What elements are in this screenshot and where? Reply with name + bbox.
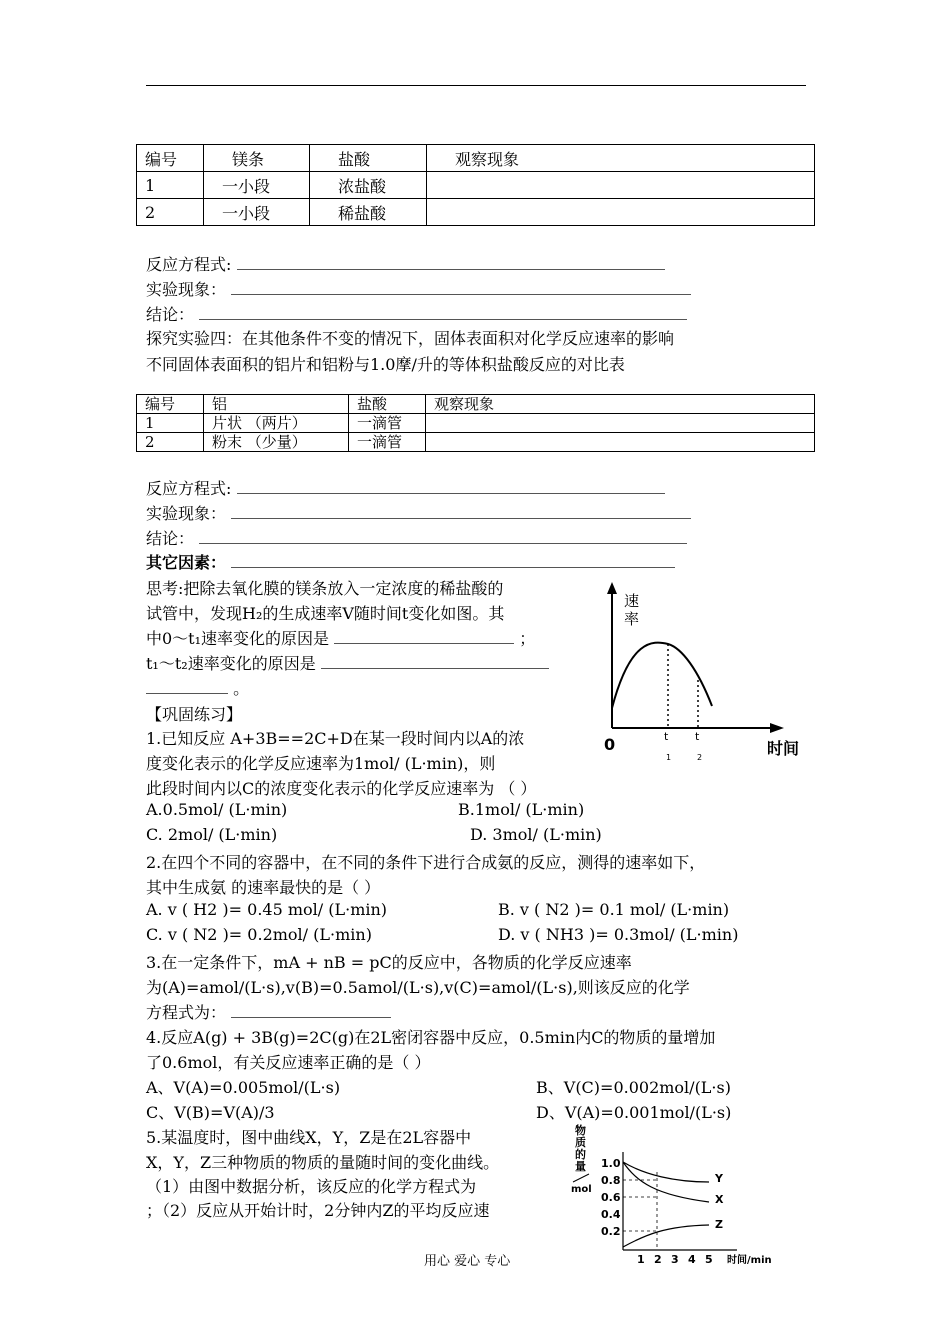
table-cell: 稀盐酸 <box>310 199 427 226</box>
unit-divider <box>573 1174 589 1182</box>
y-label-1: 速 <box>624 592 640 610</box>
equation-line-1 <box>146 252 665 275</box>
q5-line-3: （1）由图中数据分析，该反应的化学方程式为 <box>146 1177 477 1196</box>
q2-option-b: B. v ( N2 )= 0.1 mol/ (L·min) <box>498 900 730 919</box>
q2-line-2: 其中生成氨 的速率最快的是（ ） <box>146 878 381 897</box>
xtick-label: 1 <box>637 1253 645 1266</box>
table-header-row <box>137 395 815 414</box>
rate-time-graph <box>600 580 815 765</box>
table-row <box>137 199 815 226</box>
table-cell: 2 <box>137 433 204 452</box>
equation-line-2 <box>146 476 665 499</box>
header-cell: 编号 <box>137 145 204 172</box>
q3-line-3-text: 方程式为： <box>146 1003 227 1022</box>
phenomenon-line-2 <box>146 501 691 524</box>
q1-option-a: A.0.5mol/ (L·min) <box>146 800 288 819</box>
think-line-2: 试管中，发现H₂的生成速率V随时间t变化如图。其 <box>146 604 505 623</box>
t1-subscript: 1 <box>666 753 672 762</box>
series-z-label: Z <box>715 1218 723 1231</box>
q2-line-1: 2.在四个不同的容器中，在不同的条件下进行合成氨的反应，测得的速率如下， <box>146 853 706 872</box>
conclusion-line-1 <box>146 302 687 325</box>
t1-label: t <box>664 730 669 743</box>
ytick-label: 0.4 <box>601 1208 621 1221</box>
t2-label: t <box>695 730 700 743</box>
table-header-row <box>137 145 815 172</box>
table-cell <box>427 199 815 226</box>
header-cell: 盐酸 <box>310 145 427 172</box>
y-axis-arrow <box>607 582 617 594</box>
equation-blank[interactable] <box>237 255 665 270</box>
think-line-4-text: t₁～t₂速率变化的原因是 <box>146 654 316 673</box>
series-y-label: Y <box>715 1172 723 1185</box>
q1-line-2: 度变化表示的化学反应速率为1mol/ (L·min)，则 <box>146 754 496 773</box>
q3-line-3 <box>146 1000 391 1023</box>
y-label-3: 的 <box>575 1148 586 1161</box>
think-semicolon: ； <box>519 629 536 648</box>
phenomenon-blank[interactable] <box>231 504 691 519</box>
q5-line-2: X，Y，Z三种物质的物质的量随时间的变化曲线。 <box>146 1153 500 1172</box>
q2-option-c: C. v ( N2 )= 0.2mol/ (L·min) <box>146 925 372 944</box>
header-cell: 观察现象 <box>426 395 815 414</box>
header-rule <box>146 85 806 86</box>
t2-subscript: 2 <box>697 753 703 762</box>
ytick-label: 0.8 <box>601 1174 621 1187</box>
q4-option-b: B、V(C)=0.002mol/(L·s) <box>536 1078 731 1097</box>
amount-time-graph <box>565 1120 795 1272</box>
q1-line-3: 此段时间内以C的浓度变化表示的化学反应速率为 （ ） <box>146 779 537 798</box>
reason-blank-2-cont[interactable] <box>146 679 228 694</box>
y-label-1: 物 <box>575 1124 586 1137</box>
header-cell: 观察现象 <box>427 145 815 172</box>
table-row <box>137 414 815 433</box>
phenomenon-label: 实验现象： <box>146 504 227 523</box>
y-label-2: 质 <box>575 1136 586 1149</box>
header-cell: 镁条 <box>204 145 310 172</box>
ytick-label: 1.0 <box>601 1157 621 1170</box>
series-y-curve <box>623 1162 709 1182</box>
experiment-4-subtitle: 不同固体表面积的铝片和铝粉与1.0摩/升的等体积盐酸反应的对比表 <box>146 355 625 374</box>
q4-line-1: 4.反应A(g) + 3B(g)=2C(g)在2L密闭容器中反应，0.5min内C的物质的量增加 <box>146 1028 716 1047</box>
series-z-curve <box>623 1225 709 1247</box>
q1-option-b: B.1mol/ (L·min) <box>458 800 585 819</box>
q2-option-d: D. v ( NH3 )= 0.3mol/ (L·min) <box>498 925 739 944</box>
other-factors-line <box>146 550 675 573</box>
page-footer: 用心 爱心 专心 <box>424 1254 511 1269</box>
table-cell: 2 <box>137 199 204 226</box>
xtick-label: 3 <box>671 1253 679 1266</box>
table-cell: 一小段 <box>204 199 310 226</box>
other-factors-blank[interactable] <box>231 553 675 568</box>
y-label-4: 量 <box>575 1160 586 1173</box>
table-cell: 粉末 （少量） <box>204 433 349 452</box>
series-x-label: X <box>715 1193 724 1206</box>
table-row <box>137 433 815 452</box>
table-cell: 1 <box>137 414 204 433</box>
conclusion-line-2 <box>146 526 687 549</box>
think-line-3-text: 中0～t₁速率变化的原因是 <box>146 629 330 648</box>
table-cell <box>427 172 815 199</box>
table-cell: 一滴管 <box>349 433 426 452</box>
think-line-3 <box>146 626 535 649</box>
q3-answer-blank[interactable] <box>231 1003 391 1018</box>
table-row <box>137 172 815 199</box>
experiment-4-title: 探究实验四：在其他条件不变的情况下，固体表面积对化学反应速率的影响 <box>146 329 675 348</box>
table-cell: 1 <box>137 172 204 199</box>
q4-option-a: A、V(A)=0.005mol/(L·s) <box>146 1078 341 1097</box>
magnesium-table <box>136 144 815 226</box>
reason-blank-2[interactable] <box>321 654 549 669</box>
table-cell: 浓盐酸 <box>310 172 427 199</box>
header-cell: 盐酸 <box>349 395 426 414</box>
q1-option-c: C. 2mol/ (L·min) <box>146 825 278 844</box>
think-line-4 <box>146 651 549 674</box>
y-label-2: 率 <box>624 610 640 628</box>
equation-label: 反应方程式: <box>146 255 232 274</box>
origin-label: 0 <box>604 735 616 754</box>
q4-line-2: 了0.6mol，有关反应速率正确的是（ ） <box>146 1053 431 1072</box>
phenomenon-line-1 <box>146 277 691 300</box>
q4-option-d: D、V(A)=0.001mol/(L·s) <box>536 1103 732 1122</box>
table-cell <box>426 414 815 433</box>
q1-option-d: D. 3mol/ (L·min) <box>470 825 602 844</box>
table-cell: 一小段 <box>204 172 310 199</box>
xtick-label: 2 <box>654 1253 662 1266</box>
think-line-5 <box>146 676 249 699</box>
q5-line-1: 5.某温度时，图中曲线X，Y，Z是在2L容器中 <box>146 1128 472 1147</box>
xtick-label: 5 <box>705 1253 713 1266</box>
q3-line-1: 3.在一定条件下，mA + nB = pC的反应中，各物质的化学反应速率 <box>146 953 632 972</box>
reason-blank-1[interactable] <box>334 629 514 644</box>
q5-line-4: ；（2）反应从开始计时，2分钟内Z的平均反应速 <box>146 1201 490 1220</box>
y-unit-label: mol <box>571 1184 592 1195</box>
header-cell: 铝 <box>204 395 349 414</box>
q1-line-1: 1.已知反应 A+3B==2C+D在某一段时间内以A的浓 <box>146 729 525 748</box>
equation-blank[interactable] <box>237 479 665 494</box>
x-label: 时间/min <box>727 1255 772 1266</box>
conclusion-label: 结论： <box>146 529 195 548</box>
conclusion-blank[interactable] <box>199 529 687 544</box>
x-label: 时间 <box>767 739 800 758</box>
rate-curve <box>612 643 712 708</box>
ytick-label: 0.2 <box>601 1225 621 1238</box>
q4-option-c: C、V(B)=V(A)/3 <box>146 1103 275 1122</box>
other-factors-label: 其它因素： <box>146 553 227 572</box>
think-period: 。 <box>233 679 250 698</box>
equation-label: 反应方程式: <box>146 479 232 498</box>
aluminum-table <box>136 394 815 452</box>
header-cell: 编号 <box>137 395 204 414</box>
practice-header: 【巩固练习】 <box>146 705 243 724</box>
conclusion-label: 结论： <box>146 305 195 324</box>
table-cell: 一滴管 <box>349 414 426 433</box>
table-cell: 片状 （两片） <box>204 414 349 433</box>
conclusion-blank[interactable] <box>199 305 687 320</box>
phenomenon-blank[interactable] <box>231 280 691 295</box>
q2-option-a: A. v ( H2 )= 0.45 mol/ (L·min) <box>146 900 388 919</box>
q3-line-2: 为(A)=amol/(L·s),v(B)=0.5amol/(L·s),v(C)=amol/(L·s),则该反应的化学 <box>146 978 690 997</box>
x-axis-arrow <box>770 723 784 733</box>
ytick-label: 0.6 <box>601 1191 621 1204</box>
phenomenon-label: 实验现象： <box>146 280 227 299</box>
xtick-label: 4 <box>688 1253 696 1266</box>
table-cell <box>426 433 815 452</box>
think-line-1: 思考:把除去氧化膜的镁条放入一定浓度的稀盐酸的 <box>146 579 504 598</box>
